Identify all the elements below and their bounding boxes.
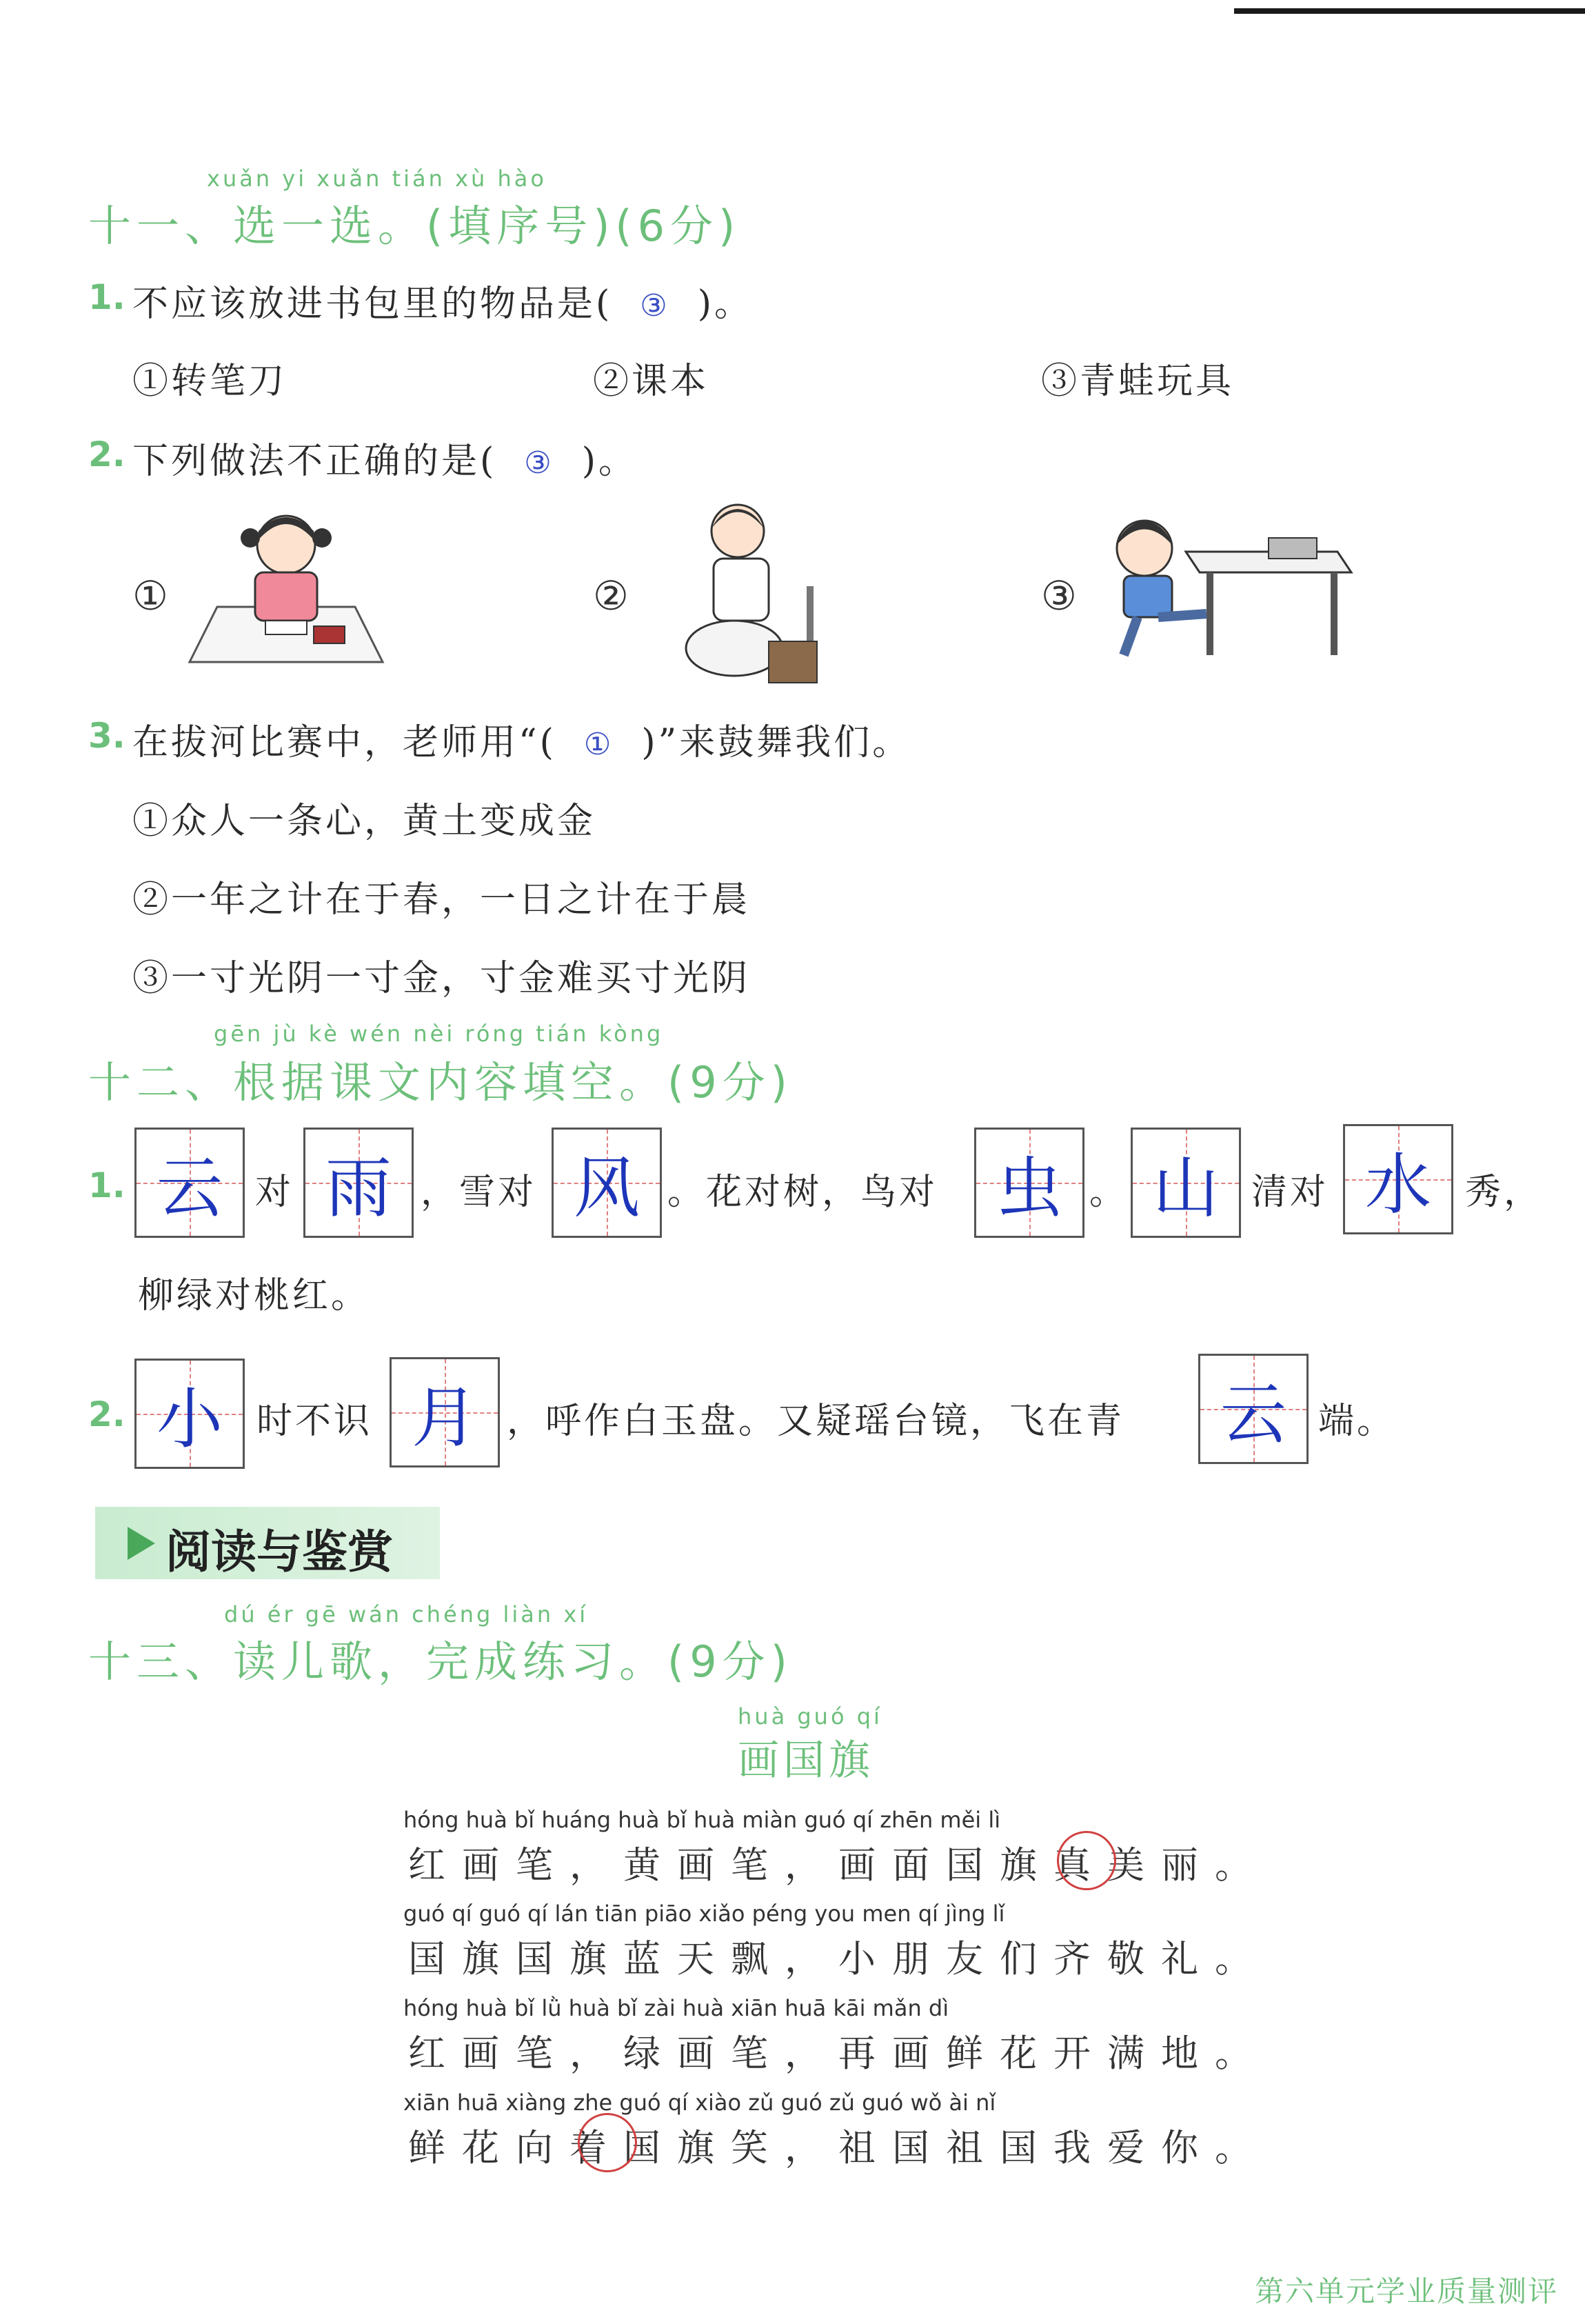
section-12-title: 十二、根据课文内容填空。(9分): [88, 1057, 793, 1108]
question-1-option-1: ①转笔刀: [132, 361, 287, 402]
picture-label-3: ③: [1041, 572, 1077, 619]
boy-packing-schoolbag-image: [665, 497, 838, 690]
section-13-pinyin: dú ér gē wán chéng liàn xí: [224, 1601, 589, 1627]
question-3-option-1: ①众人一条心，黄土变成金: [132, 801, 596, 842]
question-2-stem: [132, 432, 637, 483]
section-13-title: 十三、读儿歌，完成练习。(9分): [88, 1636, 793, 1687]
circle-mark-zhe: [578, 2113, 637, 2172]
poem-line-3: 红画笔，绿画笔，再画鲜花开满地。: [408, 2032, 1269, 2075]
triangle-arrow-icon: [124, 1524, 159, 1563]
question-1-answer: ③: [640, 288, 670, 323]
question-3-answer: ①: [583, 727, 614, 762]
page-footer: 第六单元学业质量测评: [1255, 2274, 1559, 2308]
answer-box-4: [974, 1128, 1084, 1238]
answer-box-7: [134, 1359, 245, 1469]
question-3-number: 3.: [88, 716, 125, 756]
question-3-option-3: ③一寸光阴一寸金，寸金难买寸光阴: [132, 958, 751, 999]
fill-2-number: 2.: [88, 1394, 125, 1434]
poem-line-3-pinyin: hóng huà bǐ lǜ huà bǐ zài huà xiān huā kāi mǎn dì: [403, 1995, 949, 2021]
section-12-pinyin: gēn jù kè wén nèi róng tián kòng: [214, 1021, 664, 1047]
answer-box-9: [1198, 1354, 1309, 1464]
answer-box-2-char: 雨: [325, 1149, 392, 1227]
question-2-number: 2.: [88, 434, 125, 474]
answer-box-1: [134, 1128, 245, 1238]
question-1-stem: [132, 274, 753, 326]
fill-1-text-2: ，雪对: [421, 1172, 537, 1213]
question-1-stem-text: 不应该放进书包里的物品是(: [132, 283, 613, 325]
answer-box-8-char: 月: [412, 1379, 478, 1456]
poem-line-2-pinyin: guó qí guó qí lán tiān piāo xiǎo péng you men qí jìng lǐ: [403, 1901, 1005, 1927]
picture-label-1: ①: [132, 572, 168, 619]
poem-line-2: 国旗国旗蓝天飘，小朋友们齐敬礼。: [408, 1937, 1269, 1981]
fill-2-text-3: 端。: [1318, 1401, 1396, 1442]
girl-writing-at-desk-image: [176, 503, 396, 669]
question-1-option-2: ②课本: [593, 361, 709, 402]
answer-box-6: [1343, 1124, 1453, 1234]
poem-title: 画国旗: [738, 1736, 874, 1785]
top-rule: [1234, 8, 1585, 14]
question-2-stem-text: 下列做法不正确的是(: [132, 441, 497, 482]
answer-box-9-char: 云: [1220, 1375, 1286, 1453]
question-2-answer: ③: [524, 445, 554, 481]
fill-1-text-4: 。: [1089, 1172, 1129, 1213]
fill-1-text-6: 秀，: [1465, 1172, 1543, 1213]
fill-1-number: 1.: [88, 1165, 125, 1205]
poem-line-4: 鲜花向着国旗笑，祖国祖国我爱你。: [408, 2126, 1269, 2170]
fill-1-text-5: 清对: [1251, 1172, 1329, 1213]
fill-1-text-3: 。花对树，鸟对: [667, 1172, 938, 1213]
boy-kicking-desk-image: [1103, 510, 1365, 662]
answer-box-3: [552, 1128, 662, 1238]
fill-1-text-1: 对: [255, 1172, 294, 1213]
question-1-stem-end: )。: [697, 283, 754, 325]
answer-box-4-char: 虫: [996, 1149, 1062, 1227]
poem-line-1: 红画笔，黄画笔，画面国旗真美丽。: [408, 1843, 1269, 1887]
answer-box-7-char: 小: [157, 1380, 223, 1458]
picture-label-2: ②: [593, 572, 629, 619]
answer-box-2: [303, 1128, 414, 1238]
question-1-option-3: ③青蛙玩具: [1041, 361, 1235, 402]
question-2-stem-end: )。: [581, 441, 638, 482]
fill-2-text-2: ，呼作白玉盘。又疑瑶台镜，飞在青: [507, 1401, 1125, 1442]
question-3-stem-end: )”来鼓舞我们。: [641, 722, 911, 763]
answer-box-1-char: 云: [157, 1149, 223, 1227]
fill-1-line-2: 柳绿对桃红。: [138, 1275, 370, 1316]
question-3-stem: [132, 713, 911, 765]
answer-box-6-char: 水: [1365, 1145, 1431, 1223]
answer-box-5-char: 山: [1153, 1149, 1219, 1227]
question-1-number: 1.: [88, 277, 125, 317]
reading-section-title: 阅读与鉴赏: [165, 1525, 393, 1579]
answer-box-3-char: 风: [574, 1149, 640, 1227]
answer-box-5: [1131, 1128, 1241, 1238]
question-3-stem-text: 在拔河比赛中，老师用“(: [132, 722, 556, 763]
circle-mark-zhen: [1057, 1831, 1116, 1890]
poem-line-4-pinyin: xiān huā xiàng zhe guó qí xiào zǔ guó zǔ guó wǒ ài nǐ: [403, 2090, 996, 2116]
poem-title-pinyin: huà guó qí: [738, 1703, 882, 1730]
answer-box-8: [390, 1357, 500, 1467]
question-3-option-2: ②一年之计在于春，一日之计在于晨: [132, 879, 751, 921]
section-11-pinyin: xuǎn yi xuǎn tián xù hào: [207, 166, 547, 192]
fill-2-text-1: 时不识: [256, 1401, 373, 1442]
section-11-title: 十一、选一选。(填序号)(6分): [88, 201, 741, 251]
poem-line-1-pinyin: hóng huà bǐ huáng huà bǐ huà miàn guó qí zhēn měi lì: [403, 1807, 1001, 1833]
